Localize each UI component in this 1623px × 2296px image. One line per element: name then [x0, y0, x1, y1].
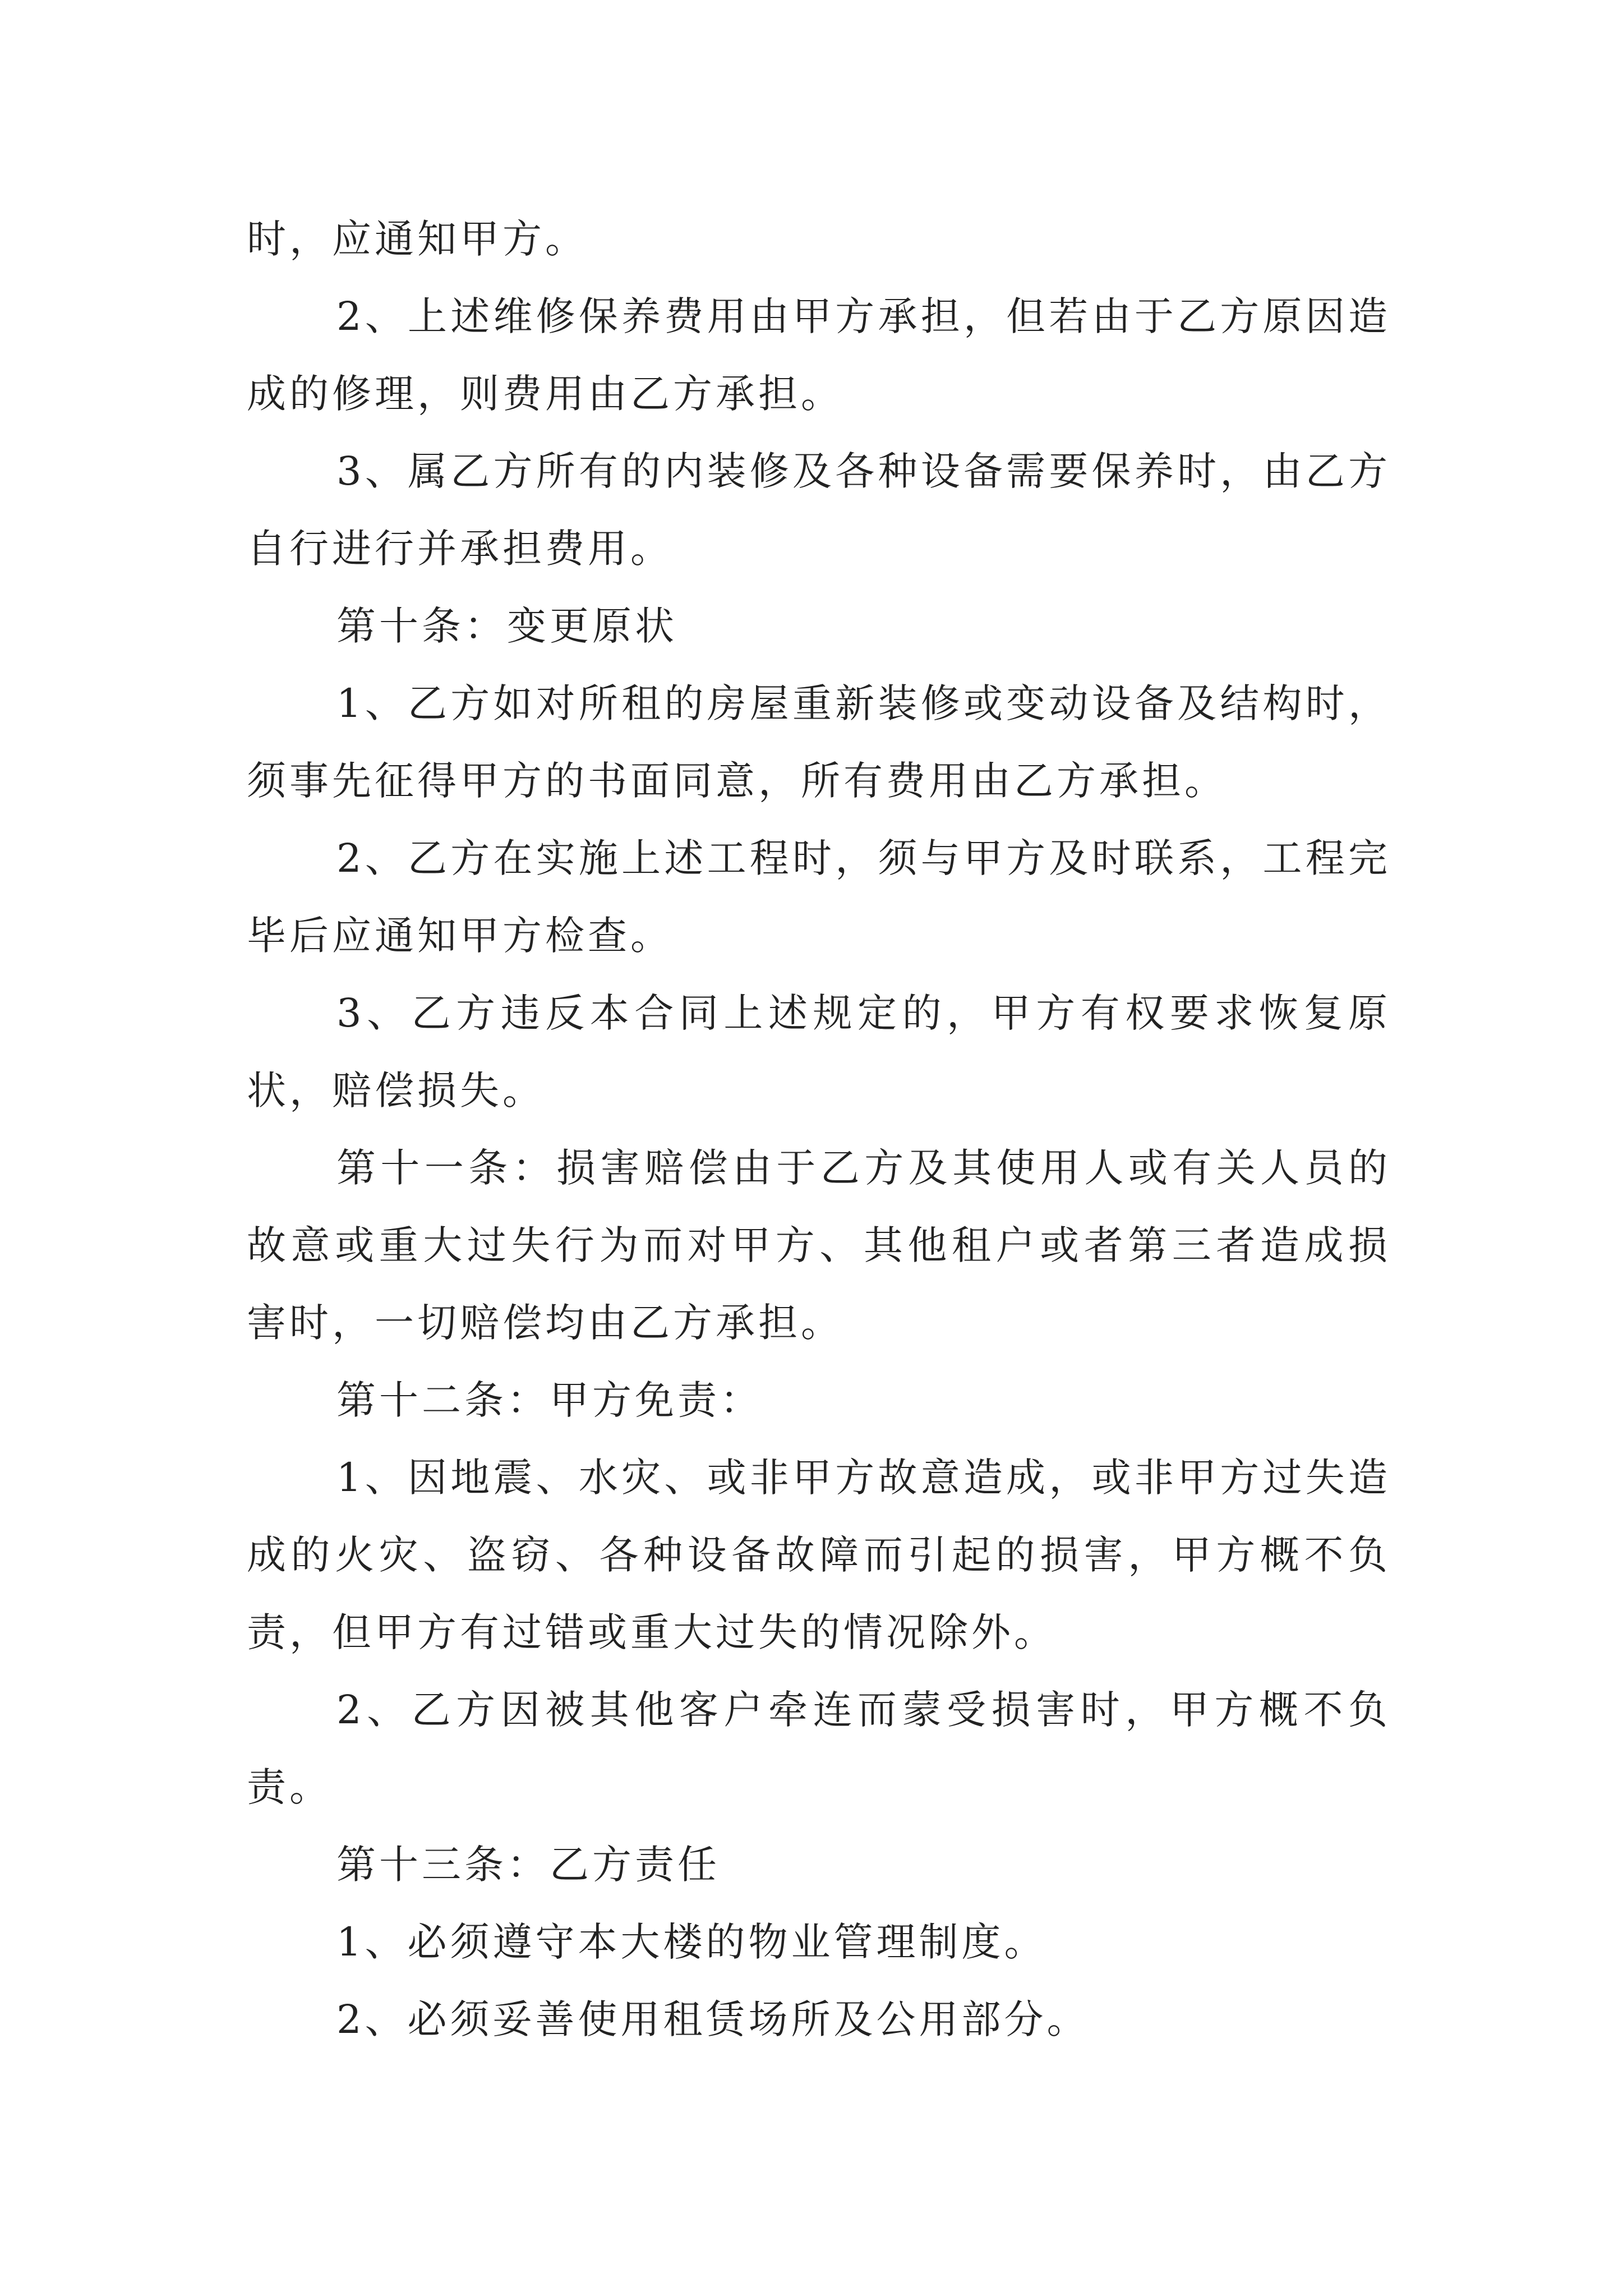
paragraph-article-13-item-1: 1、必须遵守本大楼的物业管理制度。: [336, 1919, 1047, 1965]
paragraph-article-12-item-1: 1、因地震、水灾、或非甲方故意造成，或非甲方过失造成的火灾、盗窃、各种设备故障而引起的损害，甲方概不负责，但甲方有过错或重大过失的情况除外。: [247, 1455, 1391, 1655]
paragraph-item-2-maintenance-cost: 2、上述维修保养费用由甲方承担，但若由于乙方原因造成的修理，则费用由乙方承担。: [247, 293, 1391, 417]
article-13-heading: 第十三条：乙方责任: [336, 1842, 720, 1888]
paragraph-continuation: 时，应通知甲方。: [247, 216, 588, 262]
article-12-heading: 第十二条：甲方免责：: [336, 1377, 763, 1423]
paragraph-article-10-item-3: 3、乙方违反本合同上述规定的，甲方有权要求恢复原状，赔偿损失。: [247, 990, 1391, 1114]
paragraph-article-10-item-2: 2、乙方在实施上述工程时，须与甲方及时联系，工程完毕后应通知甲方检查。: [247, 835, 1391, 959]
article-11-paragraph: 第十一条：损害赔偿由于乙方及其使用人或有关人员的故意或重大过失行为而对甲方、其他租户或者第三者造成损害时，一切赔偿均由乙方承担。: [247, 1145, 1391, 1346]
article-10-heading: 第十条：变更原状: [336, 603, 677, 649]
document-body: [247, 200, 1391, 2058]
paragraph-article-13-item-2: 2、必须妥善使用租赁场所及公用部分。: [336, 1996, 1090, 2042]
paragraph-item-3-maintenance-self: 3、属乙方所有的内装修及各种设备需要保养时，由乙方自行进行并承担费用。: [247, 448, 1391, 572]
paragraph-article-12-item-2: 2、乙方因被其他客户牵连而蒙受损害时，甲方概不负责。: [247, 1687, 1391, 1810]
paragraph-article-10-item-1: 1、乙方如对所租的房屋重新装修或变动设备及结构时，须事先征得甲方的书面同意，所有费用由乙方承担。: [247, 680, 1391, 804]
